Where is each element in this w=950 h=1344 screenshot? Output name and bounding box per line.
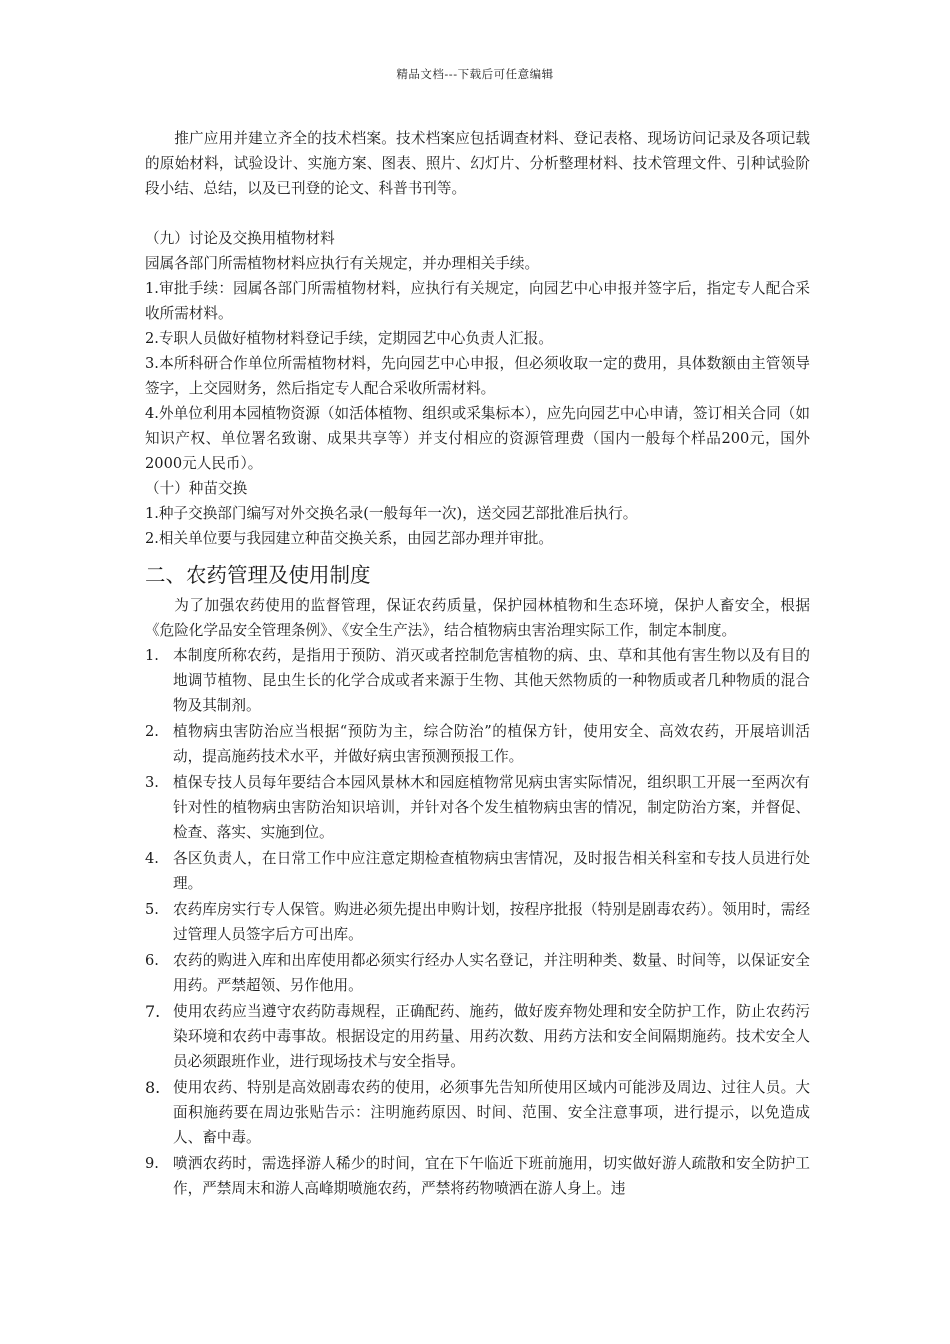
section9-line: 1.审批手续：园属各部门所需植物材料，应执行有关规定，向园艺中心申报并签字后，指定专人配合采收所需材料。 (145, 280, 810, 322)
item-text: 各区负责人，在日常工作中应注意定期检查植物病虫害情况，及时报告相关科室和专技人员进行处理。 (173, 850, 810, 892)
item-number: 1. (145, 647, 159, 664)
part2-intro: 为了加强农药使用的监督管理，保证农药质量，保护园林植物和生态环境，保护人畜安全，根据《危险化学品安全管理条例》、《安全生产法》，结合植物病虫害治理实际工作，制定本制度。 (145, 597, 810, 639)
item-text: 本制度所称农药，是指用于预防、消灭或者控制危害植物的病、虫、草和其他有害生物以及有目的地调节植物、昆虫生长的化学合成或者来源于生物、其他天然物质的一种物质或者几种物质的混合物及其制剂。 (173, 647, 810, 714)
item-text: 使用农药、特别是高效剧毒农药的使用，必须事先告知所使用区域内可能涉及周边、过往人员。大面积施药要在周边张贴告示：注明施药原因、时间、范围、安全注意事项，进行提示，以免造成人、畜中毒。 (173, 1079, 810, 1146)
item-number: 5. (145, 901, 159, 918)
rules-list (145, 643, 810, 1201)
section10-title: （十）种苗交换 (145, 480, 248, 497)
item-number: 7. (145, 1002, 161, 1021)
item-text: 使用农药应当遵守农药防毒规程，正确配药、施药，做好废弃物处理和安全防护工作，防止农药污染环境和农药中毒事故。根据设定的用药量、用药次数、用药方法和安全间隔期施药。技术安全人员必须跟班作业，进行现场技术与安全指导。 (173, 1003, 810, 1070)
part2-heading: 二、农药管理及使用制度 (145, 563, 371, 587)
list-item (145, 948, 810, 998)
item-number: 4. (145, 850, 159, 867)
section9-line: 园属各部门所需植物材料应执行有关规定，并办理相关手续。 (145, 255, 540, 272)
item-number: 3. (145, 774, 159, 791)
document-body (145, 126, 810, 1202)
list-item (145, 999, 810, 1074)
item-number: 8. (145, 1078, 161, 1097)
list-item (145, 846, 810, 896)
item-number: 9. (145, 1155, 159, 1172)
section9-line: 2.专职人员做好植物材料登记手续，定期园艺中心负责人汇报。 (145, 330, 553, 347)
list-item (145, 1151, 810, 1201)
section10-line: 2.相关单位要与我园建立种苗交换关系，由园艺部办理并审批。 (145, 530, 553, 547)
list-item (145, 770, 810, 845)
spacer (145, 201, 810, 226)
intro-paragraph: 推广应用并建立齐全的技术档案。技术档案应包括调查材料、登记表格、现场访问记录及各项记载的原始材料，试验设计、实施方案、图表、照片、幻灯片、分析整理材料、技术管理文件、引种试验阶段小结、总结，以及已刊登的论文、科普书刊等。 (145, 130, 810, 197)
page-header: 精品文档---下载后可任意编辑 (396, 67, 554, 81)
list-item (145, 1075, 810, 1150)
item-text: 农药库房实行专人保管。购进必须先提出申购计划，按程序批报（特别是剧毒农药）。领用时，需经过管理人员签字后方可出库。 (173, 901, 810, 943)
item-number: 6. (145, 952, 159, 969)
section9-line: 4.外单位利用本园植物资源（如活体植物、组织或采集标本），应先向园艺中心申请，签订相关合同（如知识产权、单位署名致谢、成果共享等）并支付相应的资源管理费（国内一般每个样品200元，国外2000元人民币）。 (145, 405, 810, 472)
item-text: 喷洒农药时，需选择游人稀少的时间，宜在下午临近下班前施用，切实做好游人疏散和安全防护工作，严禁周末和游人高峰期喷施农药，严禁将药物喷洒在游人身上。违 (173, 1155, 810, 1197)
section10-line: 1.种子交换部门编写对外交换名录(一般每年一次)，送交园艺部批准后执行。 (145, 505, 638, 522)
item-text: 植物病虫害防治应当根据“预防为主，综合防治”的植保方针，使用安全、高效农药，开展培训活动，提高施药技术水平，并做好病虫害预测预报工作。 (173, 723, 810, 765)
item-text: 植保专技人员每年要结合本园风景林木和园庭植物常见病虫害实际情况，组织职工开展一至两次有针对性的植物病虫害防治知识培训，并针对各个发生植物病虫害的情况，制定防治方案，并督促、检查、落实、实施到位。 (173, 774, 810, 841)
list-item (145, 643, 810, 718)
item-number: 2. (145, 723, 159, 740)
item-text: 农药的购进入库和出库使用都必须实行经办人实名登记，并注明种类、数量、时间等，以保证安全用药。严禁超领、另作他用。 (173, 952, 810, 994)
section9-title: （九）讨论及交换用植物材料 (145, 230, 335, 247)
list-item (145, 719, 810, 769)
section9-line: 3.本所科研合作单位所需植物材料，先向园艺中心申报，但必须收取一定的费用，具体数额由主管领导签字，上交园财务，然后指定专人配合采收所需材料。 (145, 355, 810, 397)
list-item (145, 897, 810, 947)
